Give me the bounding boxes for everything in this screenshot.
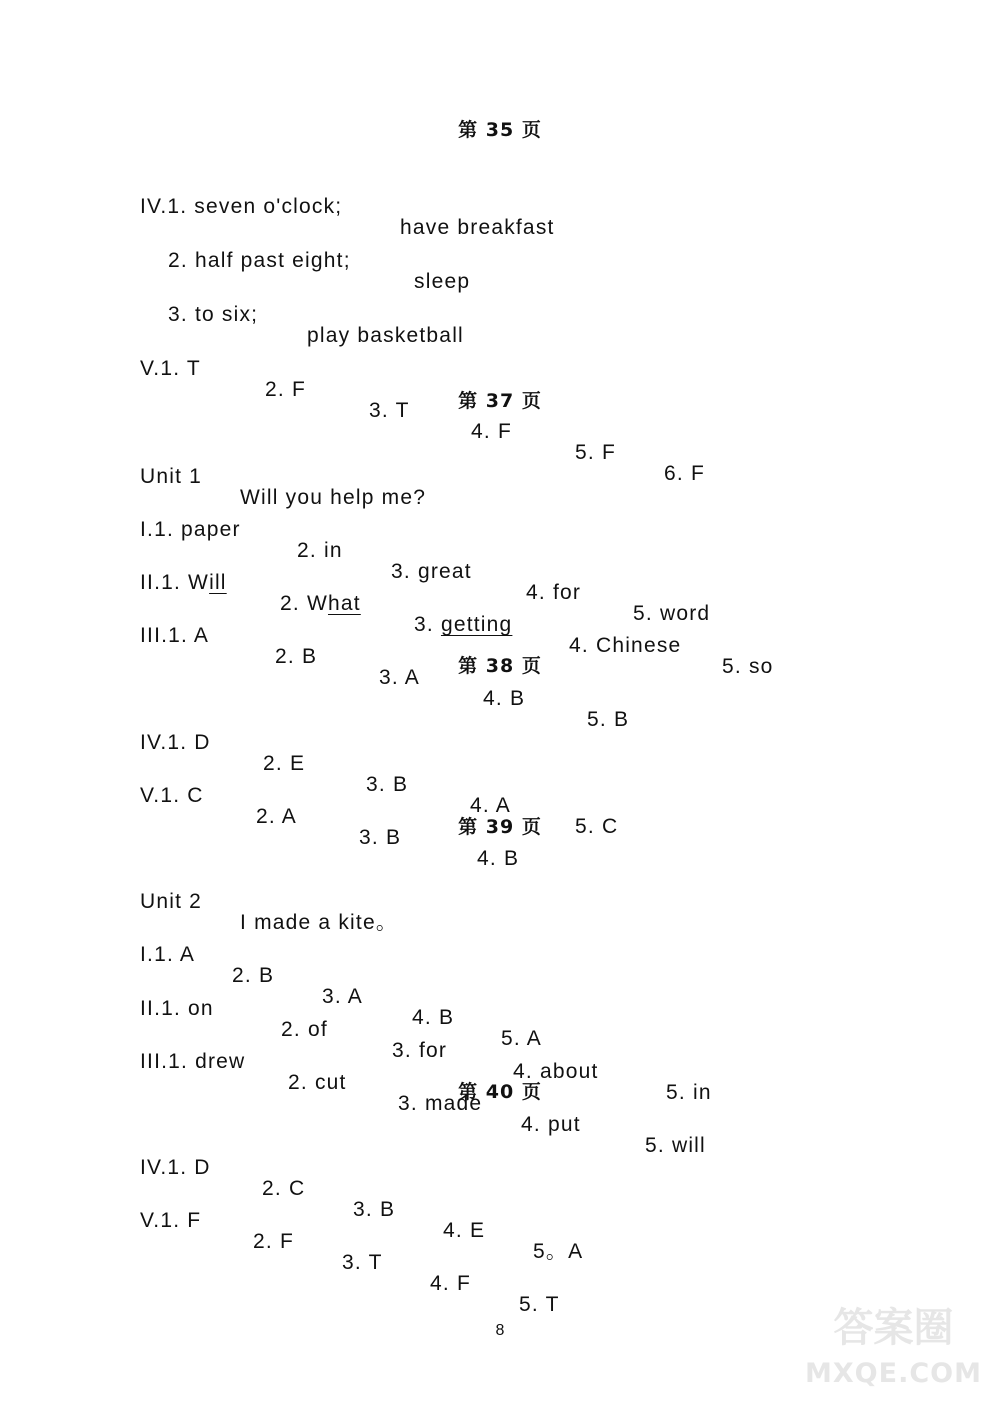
answer-item: 2. A [256, 805, 297, 828]
answer-item: 5. word [633, 602, 711, 625]
answer-item: 5。A [533, 1240, 584, 1263]
answer-item: 3. A [322, 985, 363, 1008]
answer-item: 4. E [443, 1219, 486, 1242]
answer-text: 3. [414, 613, 441, 636]
unit-name: Will you help me? [240, 486, 427, 509]
answer-item: 3. to six; [168, 303, 259, 326]
answer-item: 5. in [666, 1081, 712, 1104]
answer-item: 5. T [519, 1293, 560, 1316]
answer-item: 5. will [645, 1134, 706, 1157]
answer-item: have breakfast [400, 216, 555, 239]
answer-item: 4. about [513, 1060, 599, 1083]
answer-item: 2. F [253, 1230, 294, 1253]
section-heading-p35: 第 35 页 [458, 119, 542, 141]
answer-item: 4. A [470, 794, 511, 817]
answer-item: V.1. T [140, 357, 201, 380]
section-heading-p38: 第 38 页 [458, 655, 542, 677]
answer-item: 2. B [232, 964, 275, 987]
answer-item: 2. F [265, 378, 306, 401]
answer-item: 5. B [587, 708, 630, 731]
watermark-url: MXQE.COM [805, 1358, 982, 1389]
answer-item: II.1. on [140, 997, 214, 1020]
page-number: 8 [495, 1322, 505, 1339]
unit-label: Unit 2 [140, 890, 203, 913]
answer-item: 4. B [483, 687, 526, 710]
answer-item: 4. Chinese [569, 634, 682, 657]
answer-item: I.1. paper [140, 518, 241, 541]
answer-item: 2. B [275, 645, 318, 668]
answer-item [414, 614, 512, 635]
answer-item: 3. great [391, 560, 472, 583]
answer-item: 2. of [281, 1018, 328, 1041]
answer-item: 3. for [392, 1039, 448, 1062]
answer-item: 4. F [430, 1272, 471, 1295]
answer-item: V.1. F [140, 1209, 202, 1232]
answer-item: 3. B [353, 1198, 396, 1221]
answer-item: 3. B [366, 773, 409, 796]
unit-name: I made a kite。 [240, 911, 399, 934]
answer-item: III.1. A [140, 624, 210, 647]
answer-text: 2. W [280, 592, 328, 615]
answer-item [140, 572, 227, 593]
answer-item: V.1. C [140, 784, 204, 807]
section-heading-p39: 第 39 页 [458, 816, 542, 838]
answer-item: 3. T [342, 1251, 383, 1274]
answer-item: I.1. A [140, 943, 196, 966]
answer-item: IV.1. D [140, 731, 211, 754]
answer-item: III.1. drew [140, 1050, 246, 1073]
answer-item: 2. cut [288, 1071, 347, 1094]
watermark-logo [801, 1305, 986, 1398]
answer-item: 5. F [575, 441, 616, 464]
underlined-text: ill [209, 571, 227, 594]
answer-item: 2. in [297, 539, 343, 562]
underlined-text: hat [327, 592, 361, 615]
section-heading-p37: 第 37 页 [458, 390, 542, 412]
answer-item: 3. B [359, 826, 402, 849]
answer-item: 3. made [398, 1092, 483, 1115]
answer-item: 2. E [263, 752, 306, 775]
answer-item: 4. for [526, 581, 582, 604]
answer-text: II.1. W [140, 571, 210, 594]
answer-item: IV.1. seven o'clock; [140, 195, 343, 218]
answer-item: 3. A [379, 666, 420, 689]
section-heading-p40: 第 40 页 [458, 1081, 542, 1103]
answer-item: sleep [414, 270, 471, 293]
answer-item: 2. C [262, 1177, 306, 1200]
answer-item: 4. B [477, 847, 520, 870]
answer-item: play basketball [307, 324, 464, 347]
answer-item [280, 593, 361, 614]
answer-item: 6. F [664, 462, 705, 485]
answer-item: 5. so [722, 655, 774, 678]
answer-item: 2. half past eight; [168, 249, 351, 272]
answer-item: 4. put [521, 1113, 581, 1136]
answer-item: 5. C [575, 815, 619, 838]
answer-item: 4. B [412, 1006, 455, 1029]
answer-item: 5. A [501, 1027, 542, 1050]
underlined-text: getting [440, 613, 513, 636]
answer-item: 4. F [471, 420, 512, 443]
answer-item: 3. T [369, 399, 410, 422]
answer-item: IV.1. D [140, 1156, 211, 1179]
watermark-text: 答案圈 [833, 1305, 954, 1351]
unit-label: Unit 1 [140, 465, 203, 488]
